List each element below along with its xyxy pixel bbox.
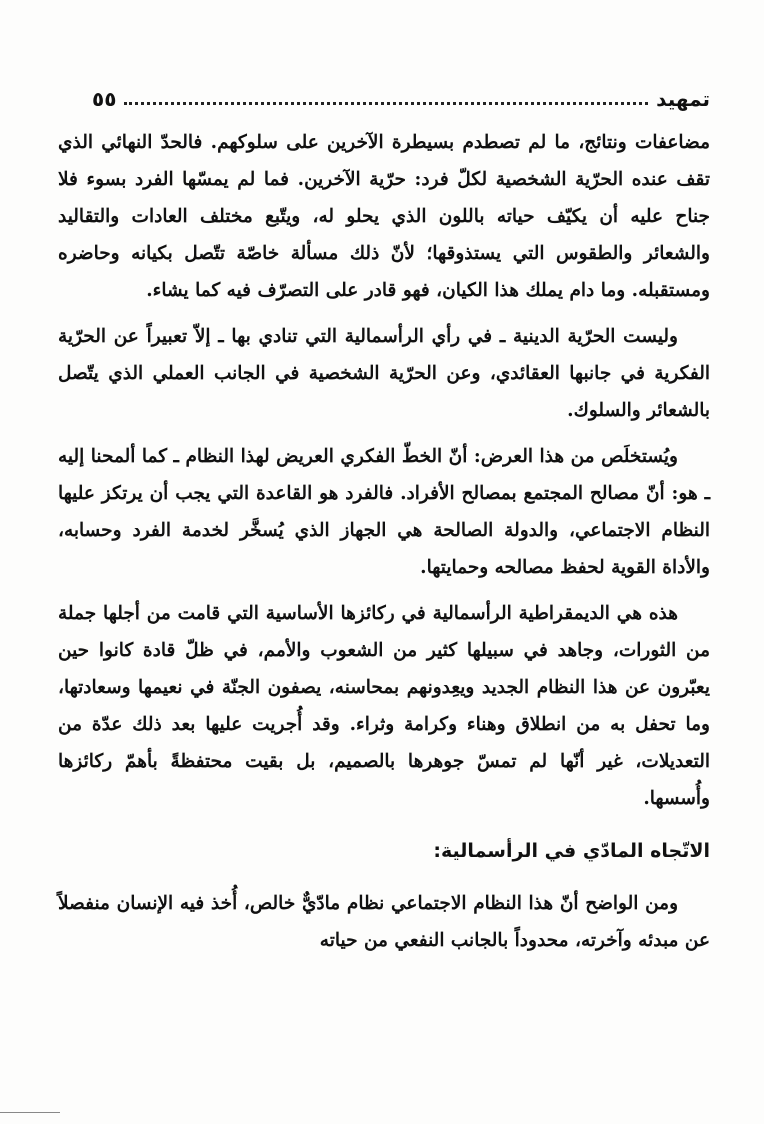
section-heading: الاتّجاه المادّي في الرأسمالية: — [433, 840, 710, 862]
header-dotted-leader — [124, 102, 648, 105]
footer-rule — [0, 1112, 60, 1113]
paragraph-3: ويُستخلَص من هذا العرض: أنّ الخطّ الفكري العريض لهذا النظام ـ كما ألمحنا إليه ـ هو: أنّ مصالح المجتمع بمصالح الأفراد. فالفرد هو القاعدة التي يجب أن يرتكز عليها النظام الاجتماعي، والدولة الصالحة هي الجهاز الذي يُسخَّر لخدمة الفرد وحسابه، والأداة القوية لحفظ مصالحه وحمايتها. — [58, 446, 710, 578]
running-header — [92, 82, 710, 116]
paragraph-2: وليست الحرّية الدينية ـ في رأي الرأسمالية التي تنادي بها ـ إلاّ تعبيراً عن الحرّية الفكرية في جانبها العقائدي، وعن الحرّية الشخصية في الجانب العملي الذي يتّصل بالشعائر والسلوك. — [58, 326, 710, 421]
chapter-title: تمهيد — [656, 87, 710, 111]
paragraph-5: ومن الواضح أنّ هذا النظام الاجتماعي نظام مادّيٌّ خالص، أُخذ فيه الإنسان منفصلاً عن مبدئه وآخرته، محدوداً بالجانب النفعي من حياته — [58, 893, 710, 951]
page-number: ٥٥ — [92, 87, 117, 111]
body-text — [58, 124, 710, 968]
paragraph-4: هذه هي الديمقراطية الرأسمالية في ركائزها الأساسية التي قامت من أجلها جملة من الثورات، وجاهد في سبيلها كثير من الشعوب والأمم، في ظلّ قادة كانوا حين يعبّرون عن هذا النظام الجديد ويعِدونهم بمحاسنه، يصفون الجنّة في نعيمها وسعادتها، وما تحفل به من انطلاق وهناء وكرامة وثراء. وقد أُجريت عليها بعد ذلك عدّة من التعديلات، غير أنّها لم تمسّ جوهرها بالصميم، بل بقيت محتفظةً بأهمّ ركائزها وأُسسها. — [58, 603, 710, 809]
paragraph-1: مضاعفات ونتائج، ما لم تصطدم بسيطرة الآخرين على سلوكهم. فالحدّ النهائي الذي تقف عنده الحرّية الشخصية لكلّ فرد: حرّية الآخرين. فما لم يمسّها الفرد بسوء فلا جناح عليه أن يكيّف حياته باللون الذي يحلو له، ويتّبع مختلف العادات والتقاليد والشعائر والطقوس التي يستذوقها؛ لأنّ ذلك مسألة خاصّة تتّصل بكيانه وحاضره ومستقبله. وما دام يملك هذا الكيان، فهو قادر على التصرّف فيه كما يشاء. — [58, 132, 710, 301]
